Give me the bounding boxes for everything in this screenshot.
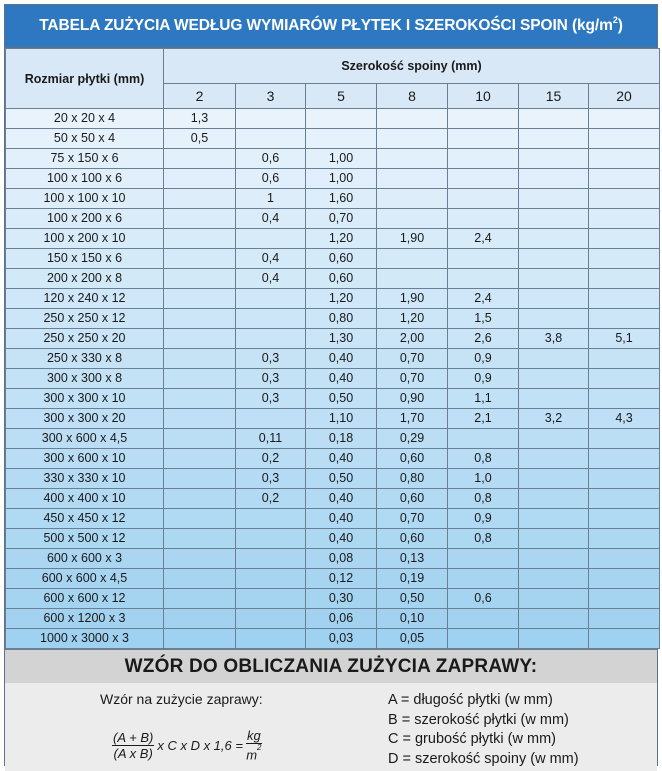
- formula-middle: x C x D x 1,6 =: [157, 737, 243, 753]
- consumption-cell-15: [519, 589, 589, 609]
- table-row: [6, 409, 660, 429]
- consumption-cell-10: [448, 209, 519, 229]
- consumption-cell-15: [519, 529, 589, 549]
- consumption-cell-3: 0,3: [236, 369, 306, 389]
- consumption-cell-20: [589, 489, 660, 509]
- consumption-cell-15: [519, 309, 589, 329]
- consumption-cell-20: [589, 549, 660, 569]
- consumption-cell-15: [519, 249, 589, 269]
- consumption-cell-5: 0,50: [306, 389, 377, 409]
- consumption-cell-2: [164, 629, 236, 649]
- consumption-cell-10: 0,8: [448, 529, 519, 549]
- table-row: [6, 489, 660, 509]
- tile-size-cell: 20 x 20 x 4: [6, 109, 164, 129]
- consumption-cell-2: 0,5: [164, 129, 236, 149]
- consumption-cell-10: [448, 549, 519, 569]
- consumption-cell-5: 0,60: [306, 269, 377, 289]
- consumption-cell-5: 1,10: [306, 409, 377, 429]
- joint-width-8: 8: [377, 84, 448, 109]
- consumption-cell-10: 1,1: [448, 389, 519, 409]
- table-row: [6, 629, 660, 649]
- formula-unit: [246, 729, 262, 761]
- consumption-cell-5: [306, 109, 377, 129]
- tile-size-cell: 330 x 330 x 10: [6, 469, 164, 489]
- consumption-cell-3: 0,3: [236, 349, 306, 369]
- consumption-cell-3: 0,2: [236, 449, 306, 469]
- consumption-cell-20: [589, 529, 660, 549]
- consumption-cell-10: 0,8: [448, 489, 519, 509]
- consumption-cell-3: 0,3: [236, 389, 306, 409]
- consumption-cell-3: [236, 549, 306, 569]
- joint-width-header: Szerokość spoiny (mm): [164, 49, 660, 84]
- table-row: [6, 129, 660, 149]
- table-row: [6, 549, 660, 569]
- consumption-sheet: [4, 4, 658, 766]
- consumption-cell-15: [519, 609, 589, 629]
- consumption-cell-3: 0,4: [236, 249, 306, 269]
- consumption-cell-2: 1,3: [164, 109, 236, 129]
- consumption-cell-5: 0,60: [306, 249, 377, 269]
- consumption-cell-8: 0,60: [377, 529, 448, 549]
- consumption-cell-15: [519, 489, 589, 509]
- consumption-cell-8: [377, 249, 448, 269]
- consumption-cell-10: [448, 149, 519, 169]
- table-row: [6, 469, 660, 489]
- tile-size-cell: 500 x 500 x 12: [6, 529, 164, 549]
- consumption-cell-5: 0,12: [306, 569, 377, 589]
- consumption-cell-10: [448, 109, 519, 129]
- joint-width-15: 15: [519, 84, 589, 109]
- tile-size-cell: 200 x 200 x 8: [6, 269, 164, 289]
- consumption-cell-20: [589, 589, 660, 609]
- table-title-superscript: 2: [612, 15, 618, 25]
- consumption-cell-20: [589, 609, 660, 629]
- table-row: [6, 249, 660, 269]
- consumption-cell-15: [519, 149, 589, 169]
- consumption-cell-8: 1,90: [377, 229, 448, 249]
- joint-width-2: 2: [164, 84, 236, 109]
- table-row: [6, 289, 660, 309]
- consumption-cell-20: [589, 509, 660, 529]
- consumption-cell-10: 0,9: [448, 509, 519, 529]
- consumption-cell-10: 2,4: [448, 229, 519, 249]
- table-row: [6, 429, 660, 449]
- consumption-cell-20: [589, 449, 660, 469]
- tile-size-cell: 150 x 150 x 6: [6, 249, 164, 269]
- consumption-cell-10: [448, 569, 519, 589]
- consumption-cell-8: 0,90: [377, 389, 448, 409]
- consumption-cell-20: [589, 149, 660, 169]
- tile-size-cell: 250 x 250 x 20: [6, 329, 164, 349]
- consumption-cell-10: 0,9: [448, 349, 519, 369]
- formula-legend: [388, 691, 579, 769]
- consumption-cell-10: 2,6: [448, 329, 519, 349]
- joint-width-20: 20: [589, 84, 660, 109]
- consumption-cell-20: [589, 129, 660, 149]
- consumption-cell-15: [519, 289, 589, 309]
- tile-size-cell: 250 x 250 x 12: [6, 309, 164, 329]
- consumption-cell-8: 0,80: [377, 469, 448, 489]
- consumption-cell-5: 0,80: [306, 309, 377, 329]
- consumption-cell-5: 1,60: [306, 189, 377, 209]
- table-row: [6, 169, 660, 189]
- consumption-cell-5: 1,20: [306, 289, 377, 309]
- tile-size-cell: 450 x 450 x 12: [6, 509, 164, 529]
- tile-size-cell: 100 x 200 x 10: [6, 229, 164, 249]
- tile-size-cell: 300 x 300 x 20: [6, 409, 164, 429]
- consumption-cell-3: [236, 569, 306, 589]
- consumption-cell-10: [448, 269, 519, 289]
- consumption-cell-15: [519, 169, 589, 189]
- consumption-cell-2: [164, 609, 236, 629]
- consumption-cell-15: [519, 429, 589, 449]
- consumption-cell-3: 0,6: [236, 169, 306, 189]
- consumption-cell-3: [236, 229, 306, 249]
- consumption-cell-2: [164, 149, 236, 169]
- consumption-cell-8: [377, 149, 448, 169]
- table-row: [6, 269, 660, 289]
- consumption-cell-3: [236, 309, 306, 329]
- consumption-cell-5: 0,40: [306, 349, 377, 369]
- table-row: [6, 109, 660, 129]
- tile-size-cell: 100 x 200 x 6: [6, 209, 164, 229]
- tile-size-cell: 600 x 600 x 4,5: [6, 569, 164, 589]
- consumption-cell-3: [236, 289, 306, 309]
- consumption-cell-2: [164, 269, 236, 289]
- table-row: [6, 309, 660, 329]
- consumption-cell-3: [236, 129, 306, 149]
- consumption-cell-2: [164, 289, 236, 309]
- table-row: [6, 449, 660, 469]
- consumption-cell-8: 1,70: [377, 409, 448, 429]
- consumption-cell-2: [164, 369, 236, 389]
- consumption-cell-3: 0,4: [236, 209, 306, 229]
- consumption-cell-15: [519, 469, 589, 489]
- consumption-cell-2: [164, 209, 236, 229]
- consumption-cell-3: [236, 589, 306, 609]
- consumption-cell-5: 0,70: [306, 209, 377, 229]
- tile-size-cell: 100 x 100 x 6: [6, 169, 164, 189]
- consumption-cell-15: [519, 129, 589, 149]
- consumption-cell-8: [377, 129, 448, 149]
- consumption-cell-20: [589, 629, 660, 649]
- table-row: [6, 509, 660, 529]
- table-row: [6, 189, 660, 209]
- consumption-cell-2: [164, 229, 236, 249]
- consumption-cell-3: 0,6: [236, 149, 306, 169]
- consumption-cell-3: [236, 329, 306, 349]
- tile-size-cell: 300 x 600 x 4,5: [6, 429, 164, 449]
- consumption-cell-20: [589, 469, 660, 489]
- table-row: [6, 529, 660, 549]
- consumption-cell-10: [448, 129, 519, 149]
- consumption-cell-20: [589, 309, 660, 329]
- formula-expression: [109, 729, 265, 761]
- consumption-cell-2: [164, 529, 236, 549]
- consumption-cell-15: [519, 189, 589, 209]
- formula-unit-numerator: kg: [246, 728, 261, 743]
- legend-item-a: A = długość płytki (w mm): [388, 692, 553, 708]
- consumption-cell-5: 0,06: [306, 609, 377, 629]
- table-row: [6, 329, 660, 349]
- consumption-cell-5: 0,30: [306, 589, 377, 609]
- table-row: [6, 609, 660, 629]
- consumption-cell-8: 0,10: [377, 609, 448, 629]
- consumption-cell-20: [589, 389, 660, 409]
- consumption-cell-20: [589, 209, 660, 229]
- formula-intro: Wzór na zużycie zaprawy:: [100, 691, 263, 707]
- consumption-cell-8: [377, 189, 448, 209]
- consumption-cell-10: 0,9: [448, 369, 519, 389]
- consumption-cell-20: [589, 229, 660, 249]
- legend-item-d: D = szerokość spoiny (w mm): [388, 750, 579, 767]
- tile-size-header: Rozmiar płytki (mm): [6, 49, 164, 109]
- table-row: [6, 209, 660, 229]
- consumption-cell-10: 2,4: [448, 289, 519, 309]
- consumption-cell-2: [164, 329, 236, 349]
- consumption-cell-5: 0,18: [306, 429, 377, 449]
- consumption-cell-3: [236, 509, 306, 529]
- consumption-cell-5: 0,50: [306, 469, 377, 489]
- joint-width-3: 3: [236, 84, 306, 109]
- legend-item-c: C = grubość płytki (w mm): [388, 731, 556, 747]
- consumption-cell-20: 4,3: [589, 409, 660, 429]
- consumption-cell-10: 1,5: [448, 309, 519, 329]
- consumption-cell-15: [519, 569, 589, 589]
- consumption-cell-10: [448, 189, 519, 209]
- consumption-cell-2: [164, 509, 236, 529]
- consumption-cell-5: 1,30: [306, 329, 377, 349]
- consumption-table: [5, 48, 660, 649]
- consumption-cell-10: 0,8: [448, 449, 519, 469]
- consumption-cell-20: [589, 169, 660, 189]
- formula-unit-den-text: m: [246, 747, 258, 763]
- consumption-cell-5: 0,40: [306, 529, 377, 549]
- consumption-cell-2: [164, 249, 236, 269]
- consumption-cell-8: 0,70: [377, 349, 448, 369]
- consumption-cell-2: [164, 469, 236, 489]
- formula-unit-den-sup: 2: [257, 743, 262, 752]
- consumption-cell-15: 3,2: [519, 409, 589, 429]
- tile-size-cell: 600 x 600 x 12: [6, 589, 164, 609]
- table-row: [6, 149, 660, 169]
- table-row: [6, 229, 660, 249]
- consumption-cell-8: 0,29: [377, 429, 448, 449]
- consumption-cell-20: [589, 349, 660, 369]
- consumption-cell-10: 1,0: [448, 469, 519, 489]
- consumption-cell-20: [589, 569, 660, 589]
- consumption-cell-15: [519, 229, 589, 249]
- consumption-cell-5: 0,08: [306, 549, 377, 569]
- consumption-cell-20: [589, 429, 660, 449]
- legend-item-b: B = szerokość płytki (w mm): [388, 711, 569, 728]
- tile-size-cell: 300 x 300 x 8: [6, 369, 164, 389]
- consumption-cell-3: [236, 529, 306, 549]
- table-body: [6, 109, 660, 649]
- consumption-cell-5: 0,03: [306, 629, 377, 649]
- consumption-cell-8: 0,13: [377, 549, 448, 569]
- formula-numerator: (A + B): [113, 729, 154, 745]
- consumption-cell-3: 0,11: [236, 429, 306, 449]
- consumption-cell-3: [236, 109, 306, 129]
- consumption-cell-8: [377, 269, 448, 289]
- consumption-cell-8: 0,60: [377, 449, 448, 469]
- consumption-cell-20: [589, 369, 660, 389]
- consumption-cell-2: [164, 389, 236, 409]
- consumption-cell-2: [164, 449, 236, 469]
- consumption-cell-5: 0,40: [306, 449, 377, 469]
- table-row: [6, 569, 660, 589]
- consumption-cell-15: [519, 349, 589, 369]
- tile-size-cell: 120 x 240 x 12: [6, 289, 164, 309]
- joint-width-5: 5: [306, 84, 377, 109]
- table-row: [6, 389, 660, 409]
- consumption-cell-15: 3,8: [519, 329, 589, 349]
- formula-section: [5, 683, 657, 771]
- consumption-cell-8: 0,70: [377, 369, 448, 389]
- consumption-cell-8: 1,20: [377, 309, 448, 329]
- consumption-cell-8: 0,19: [377, 569, 448, 589]
- consumption-cell-8: 0,05: [377, 629, 448, 649]
- consumption-cell-8: [377, 109, 448, 129]
- consumption-cell-10: [448, 609, 519, 629]
- consumption-cell-10: [448, 629, 519, 649]
- formula-unit-denominator: [246, 744, 261, 761]
- table-row: [6, 349, 660, 369]
- consumption-cell-2: [164, 549, 236, 569]
- tile-size-cell: 50 x 50 x 4: [6, 129, 164, 149]
- consumption-cell-3: [236, 409, 306, 429]
- consumption-cell-5: 0,40: [306, 369, 377, 389]
- consumption-cell-3: 1: [236, 189, 306, 209]
- consumption-cell-5: 1,00: [306, 169, 377, 189]
- consumption-cell-10: [448, 429, 519, 449]
- consumption-cell-2: [164, 489, 236, 509]
- consumption-cell-15: [519, 269, 589, 289]
- consumption-cell-2: [164, 589, 236, 609]
- consumption-cell-2: [164, 189, 236, 209]
- consumption-cell-3: 0,3: [236, 469, 306, 489]
- consumption-cell-8: [377, 209, 448, 229]
- consumption-cell-20: [589, 289, 660, 309]
- formula-fraction: [112, 731, 154, 760]
- tile-size-cell: 250 x 330 x 8: [6, 349, 164, 369]
- consumption-cell-8: [377, 169, 448, 189]
- table-title-close: ): [617, 17, 623, 34]
- table-title: [5, 5, 657, 48]
- consumption-cell-8: 2,00: [377, 329, 448, 349]
- consumption-cell-8: 1,90: [377, 289, 448, 309]
- consumption-cell-5: 0,40: [306, 489, 377, 509]
- consumption-cell-10: 2,1: [448, 409, 519, 429]
- consumption-cell-20: [589, 249, 660, 269]
- consumption-cell-2: [164, 349, 236, 369]
- tile-size-cell: 100 x 100 x 10: [6, 189, 164, 209]
- consumption-cell-10: 0,6: [448, 589, 519, 609]
- tile-size-cell: 600 x 1200 x 3: [6, 609, 164, 629]
- consumption-cell-3: 0,4: [236, 269, 306, 289]
- consumption-cell-15: [519, 629, 589, 649]
- consumption-cell-15: [519, 369, 589, 389]
- consumption-cell-15: [519, 449, 589, 469]
- consumption-cell-2: [164, 409, 236, 429]
- tile-size-cell: 400 x 400 x 10: [6, 489, 164, 509]
- consumption-cell-5: 1,00: [306, 149, 377, 169]
- formula-heading: WZÓR DO OBLICZANIA ZUŻYCIA ZAPRAWY:: [5, 649, 657, 683]
- consumption-cell-10: [448, 169, 519, 189]
- tile-size-cell: 1000 x 3000 x 3: [6, 629, 164, 649]
- tile-size-cell: 75 x 150 x 6: [6, 149, 164, 169]
- table-row: [6, 369, 660, 389]
- consumption-cell-10: [448, 249, 519, 269]
- formula-denominator: (A x B): [113, 745, 153, 761]
- consumption-cell-8: 0,70: [377, 509, 448, 529]
- consumption-cell-5: 0,40: [306, 509, 377, 529]
- consumption-cell-20: [589, 189, 660, 209]
- consumption-cell-15: [519, 509, 589, 529]
- consumption-cell-5: [306, 129, 377, 149]
- table-row: [6, 589, 660, 609]
- consumption-cell-8: 0,50: [377, 589, 448, 609]
- consumption-cell-15: [519, 389, 589, 409]
- consumption-cell-3: [236, 629, 306, 649]
- consumption-cell-2: [164, 569, 236, 589]
- tile-size-cell: 300 x 600 x 10: [6, 449, 164, 469]
- consumption-cell-15: [519, 209, 589, 229]
- consumption-cell-3: 0,2: [236, 489, 306, 509]
- consumption-cell-20: 5,1: [589, 329, 660, 349]
- consumption-cell-5: 1,20: [306, 229, 377, 249]
- consumption-cell-2: [164, 309, 236, 329]
- consumption-cell-2: [164, 169, 236, 189]
- consumption-cell-2: [164, 429, 236, 449]
- consumption-cell-8: 0,60: [377, 489, 448, 509]
- consumption-cell-20: [589, 269, 660, 289]
- consumption-cell-15: [519, 549, 589, 569]
- tile-size-cell: 600 x 600 x 3: [6, 549, 164, 569]
- consumption-cell-3: [236, 609, 306, 629]
- joint-width-10: 10: [448, 84, 519, 109]
- tile-size-cell: 300 x 300 x 10: [6, 389, 164, 409]
- consumption-cell-15: [519, 109, 589, 129]
- table-title-text: TABELA ZUŻYCIA WEDŁUG WYMIARÓW PŁYTEK I SZEROKOŚCI SPOIN (kg/m: [39, 17, 613, 34]
- consumption-cell-20: [589, 109, 660, 129]
